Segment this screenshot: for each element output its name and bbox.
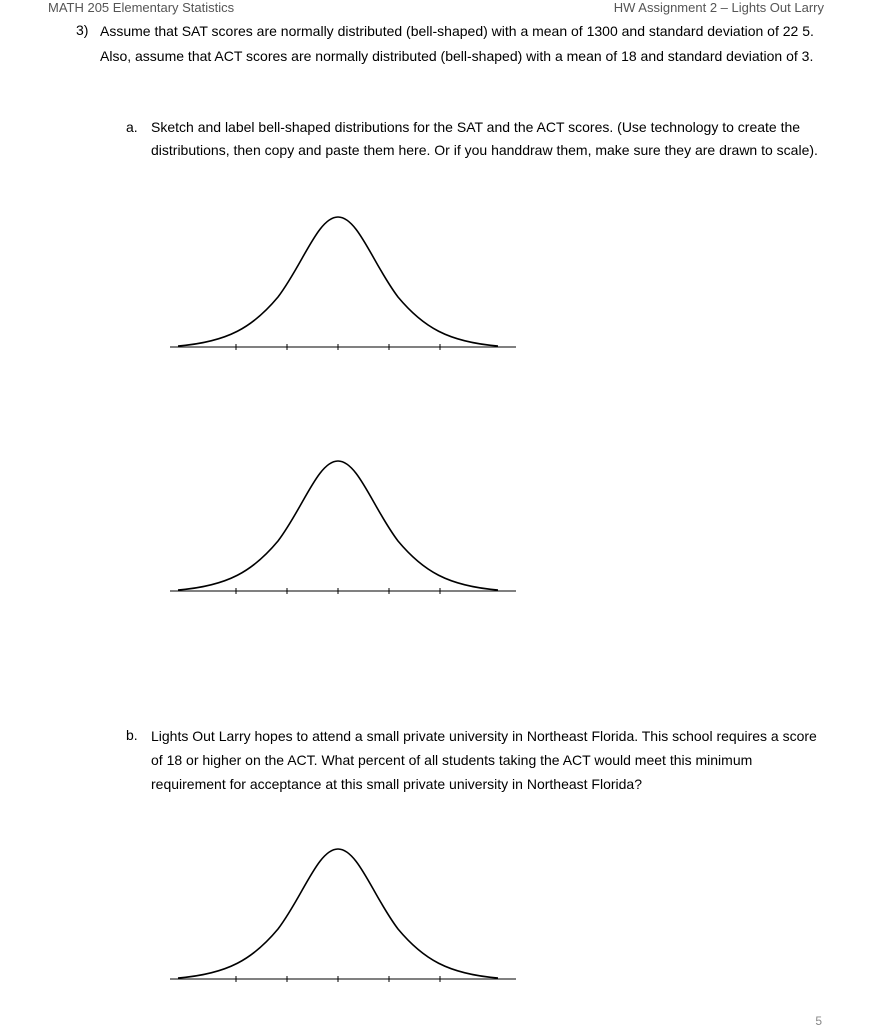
assignment-title: HW Assignment 2 – Lights Out Larry <box>613 0 824 15</box>
bell-curve-line <box>178 217 498 346</box>
question-number: 3) <box>76 22 89 38</box>
bell-curve-act <box>168 456 518 596</box>
page-number: 5 <box>815 1014 822 1028</box>
part-a-letter: a. <box>126 119 138 135</box>
part-b-text: Lights Out Larry hopes to attend a small private university in Northeast Florida. This school requires a score of 18 or higher on the ACT. What percent of all students taking the ACT would meet this minimum requirement for acceptance at this small private university in Northeast Florida? <box>151 728 817 792</box>
bell-curve-line <box>178 461 498 590</box>
course-title: MATH 205 Elementary Statistics <box>48 0 235 15</box>
bell-curve-part-b <box>168 845 518 985</box>
question-text: Assume that SAT scores are normally distributed (bell-shaped) with a mean of 1300 and standard deviation of 22 5. Also, assume that ACT scores are normally distributed (bell-shaped) with a mean of 18 and standard deviation of 3. <box>100 23 814 64</box>
part-a-text: Sketch and label bell-shaped distributions for the SAT and the ACT scores. (Use technology to create the distributions, then copy and paste them here. Or if you handdraw them, make sure they are drawn to scale). <box>151 119 818 158</box>
bell-curve-sat <box>168 212 518 352</box>
part-b-letter: b. <box>126 727 138 743</box>
bell-curve-line <box>178 849 498 978</box>
